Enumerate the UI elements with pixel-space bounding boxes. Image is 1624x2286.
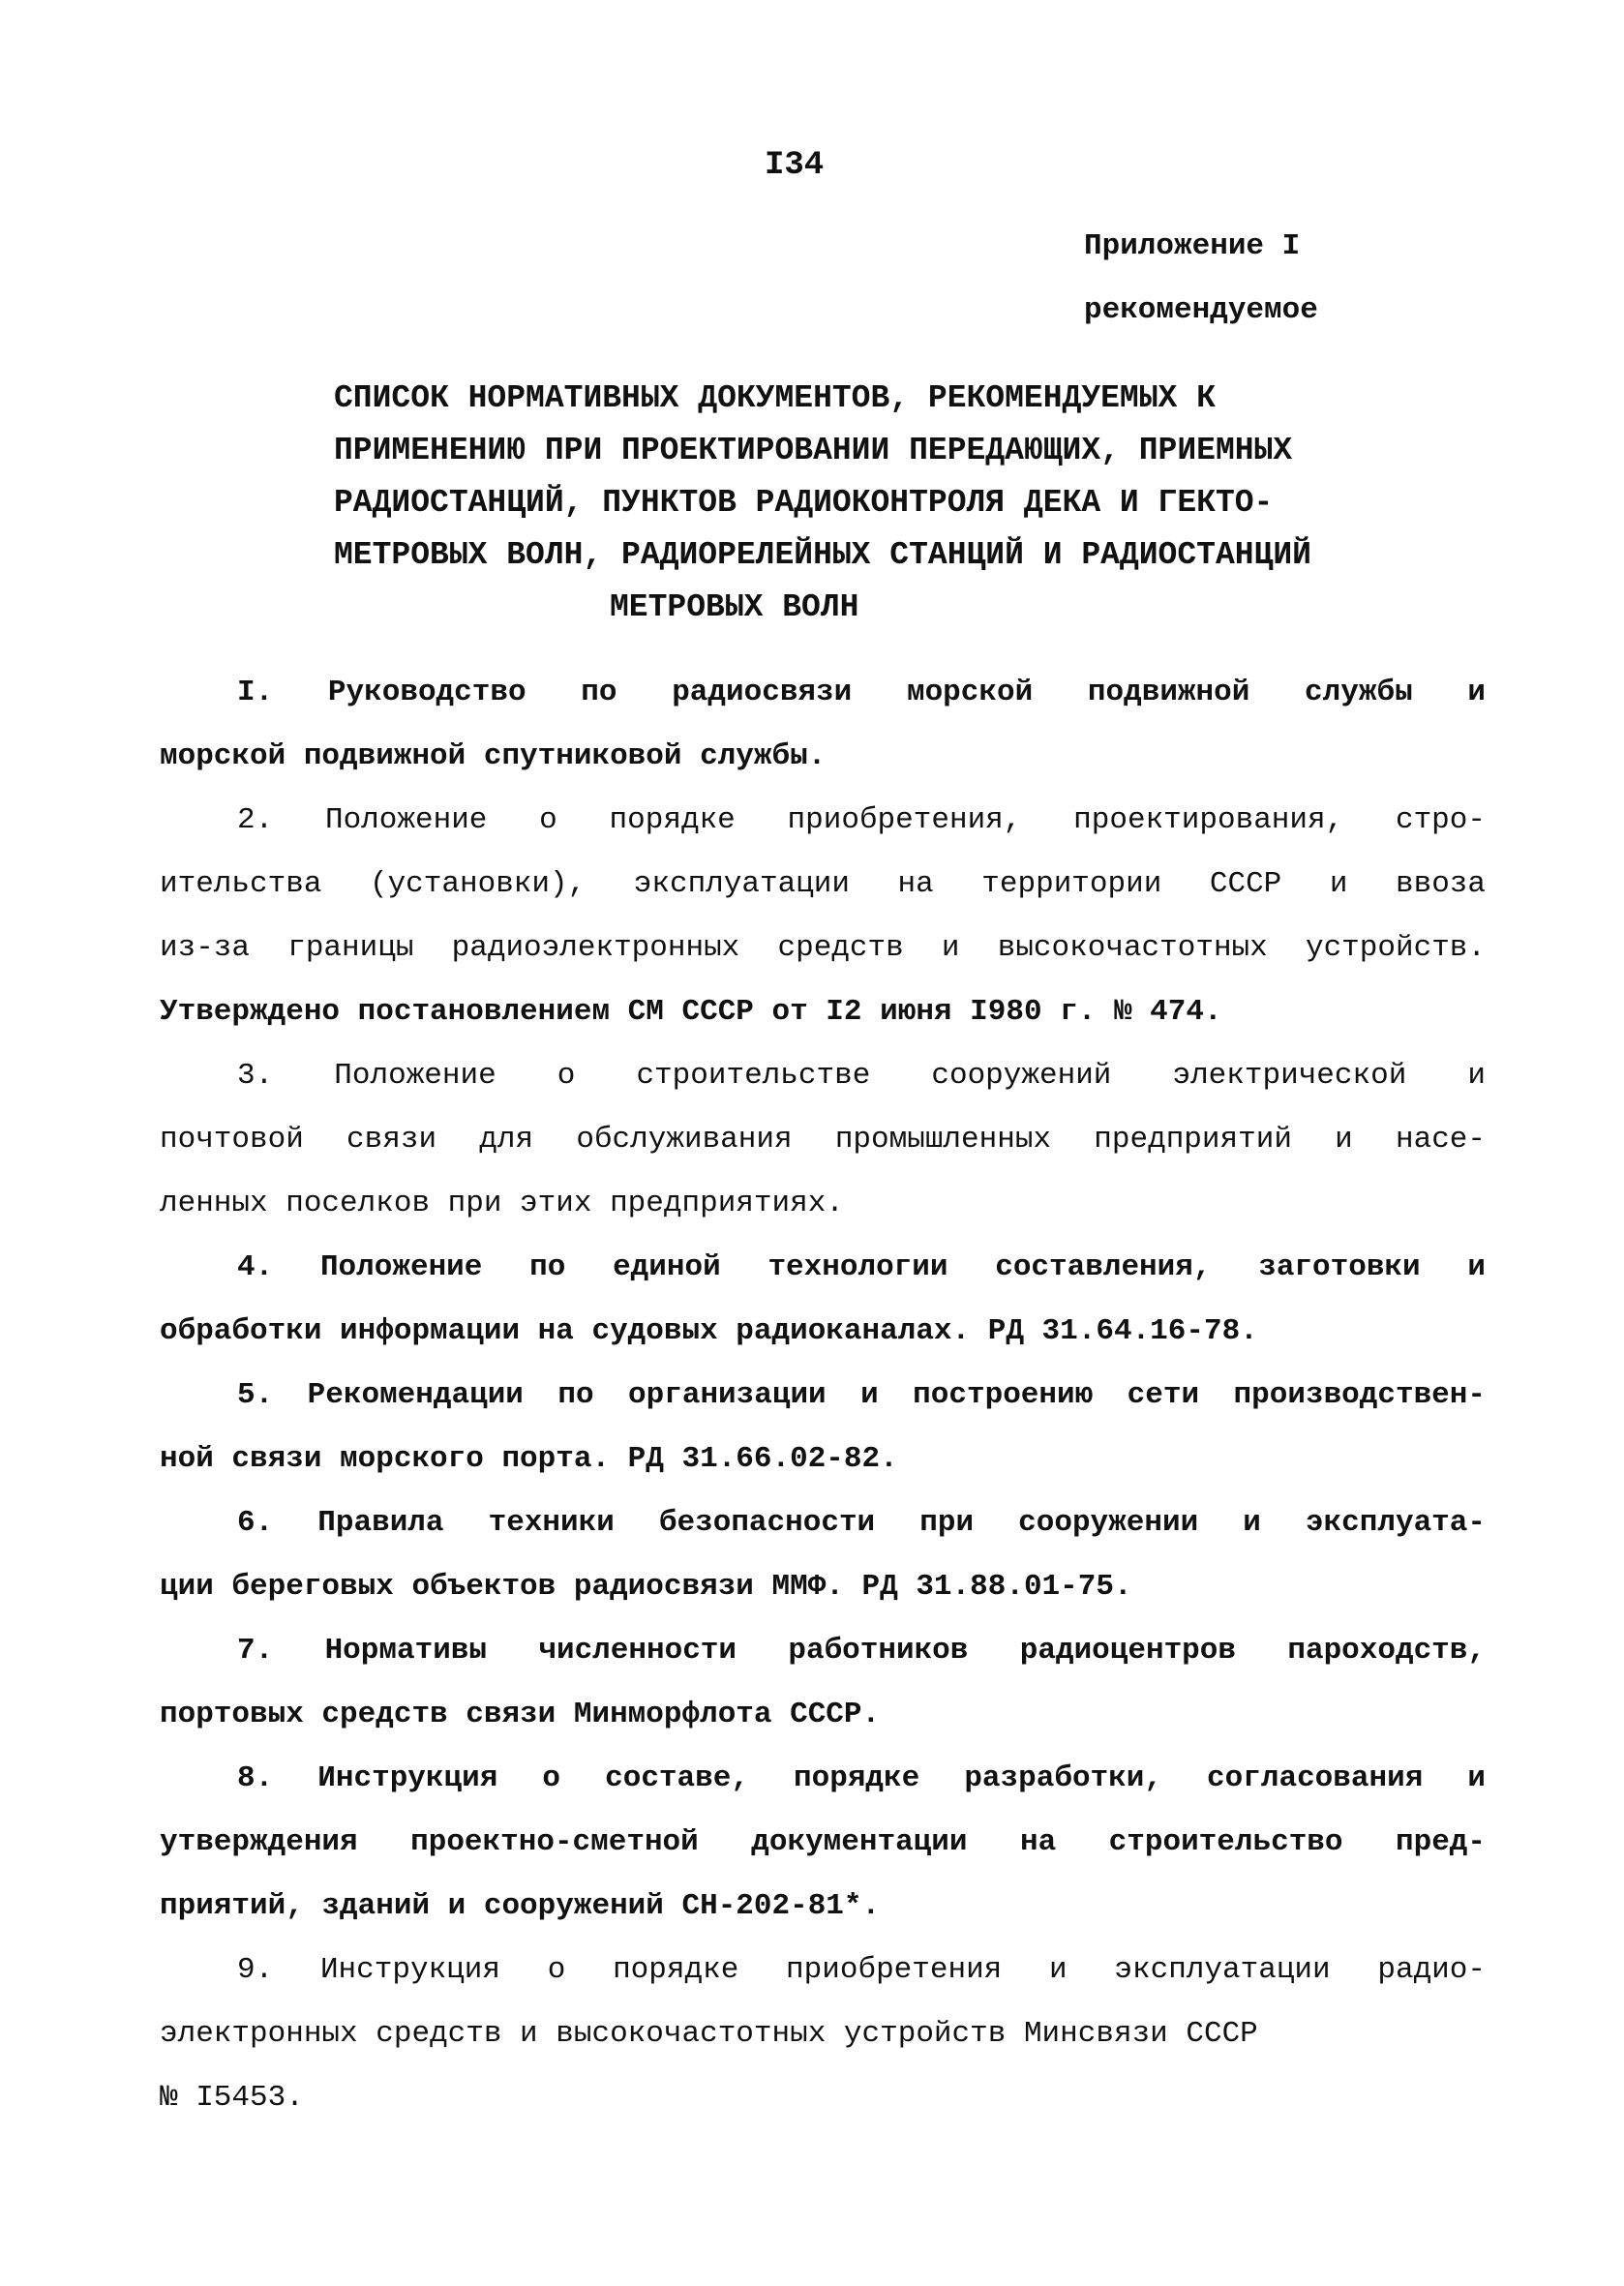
title-line: РАДИОСТАНЦИЙ, ПУНКТОВ РАДИОКОНТРОЛЯ ДЕКА И ГЕКТО- [334,485,1274,521]
page-number: I34 [765,147,825,184]
list-item-line: электронных средств и высокочастотных устройств Минсвязи СССР [160,2017,1258,2051]
list-item-line: утверждения проектно-сметной документации на строительство пред- [160,1825,1486,1859]
list-item-line: ительства (установки), эксплуатации на территории СССР и ввоза [160,867,1486,901]
document-title [334,373,1360,634]
title-line: СПИСОК НОРМАТИВНЫХ ДОКУМЕНТОВ, РЕКОМЕНДУЕМЫХ К [334,380,1216,416]
list-item-line: ции береговых объектов радиосвязи ММФ. РД 31.88.01-75. [160,1570,1132,1604]
list-item [160,1491,1486,1619]
list-item-line: 5. Рекомендации по организации и построению сети производствен- [237,1378,1486,1412]
list-item-line: Утверждено постановлением СМ СССР от I2 июня I980 г. № 474. [160,995,1222,1029]
list-item-line: портовых средств связи Минморфлота СССР. [160,1698,881,1731]
list-item-line: из-за границы радиоэлектронных средств и высокочастотных устройств. [160,931,1486,965]
list-item-line: № I5453. [160,2081,304,2115]
appendix-label: Приложение I [1084,229,1301,263]
list-item [160,1044,1486,1236]
list-item [160,1236,1486,1364]
title-line: МЕТРОВЫХ ВОЛН [610,589,859,625]
list-item-line: 3. Положение о строительстве сооружений электрической и [237,1059,1486,1093]
list-item-line: морской подвижной спутниковой службы. [160,739,827,773]
title-line: МЕТРОВЫХ ВОЛН, РАДИОРЕЛЕЙНЫХ СТАНЦИЙ И РАДИОСТАНЦИЙ [334,537,1311,573]
list-item-line: приятий, зданий и сооружений СН-202-81*. [160,1889,881,1923]
list-item [160,661,1486,789]
list-item-line: ленных поселков при этих предприятиях. [160,1187,844,1220]
appendix-header [1084,215,1318,343]
list-item-line: 4. Положение по единой технологии составления, заготовки и [237,1250,1486,1284]
list-item [160,1364,1486,1491]
list-item [160,789,1486,1044]
list-item [160,1619,1486,1747]
list-item-line: I. Руководство по радиосвязи морской подвижной службы и [237,676,1486,709]
list-item-line: почтовой связи для обслуживания промышленных предприятий и насе- [160,1123,1486,1157]
list-item-line: ной связи морского порта. РД 31.66.02-82. [160,1442,898,1476]
list-item-line: 2. Положение о порядке приобретения, проектирования, стро- [237,803,1486,837]
title-line: ПРИМЕНЕНИЮ ПРИ ПРОЕКТИРОВАНИИ ПЕРЕДАЮЩИХ, ПРИЕМНЫХ [334,433,1293,468]
list-item [160,1939,1486,2130]
list-item-line: 9. Инструкция о порядке приобретения и эксплуатации радио- [237,1953,1486,1987]
list-item-line: обработки информации на судовых радиоканалах. РД 31.64.16-78. [160,1314,1258,1348]
list-item [160,1747,1486,1939]
list-item-line: 8. Инструкция о составе, порядке разработки, согласования и [237,1761,1486,1795]
appendix-status: рекомендуемое [1084,293,1318,327]
document-list [160,661,1486,2130]
list-item-line: 6. Правила техники безопасности при сооружении и эксплуата- [237,1506,1486,1540]
list-item-line: 7. Нормативы численности работников радиоцентров пароходств, [237,1634,1486,1668]
